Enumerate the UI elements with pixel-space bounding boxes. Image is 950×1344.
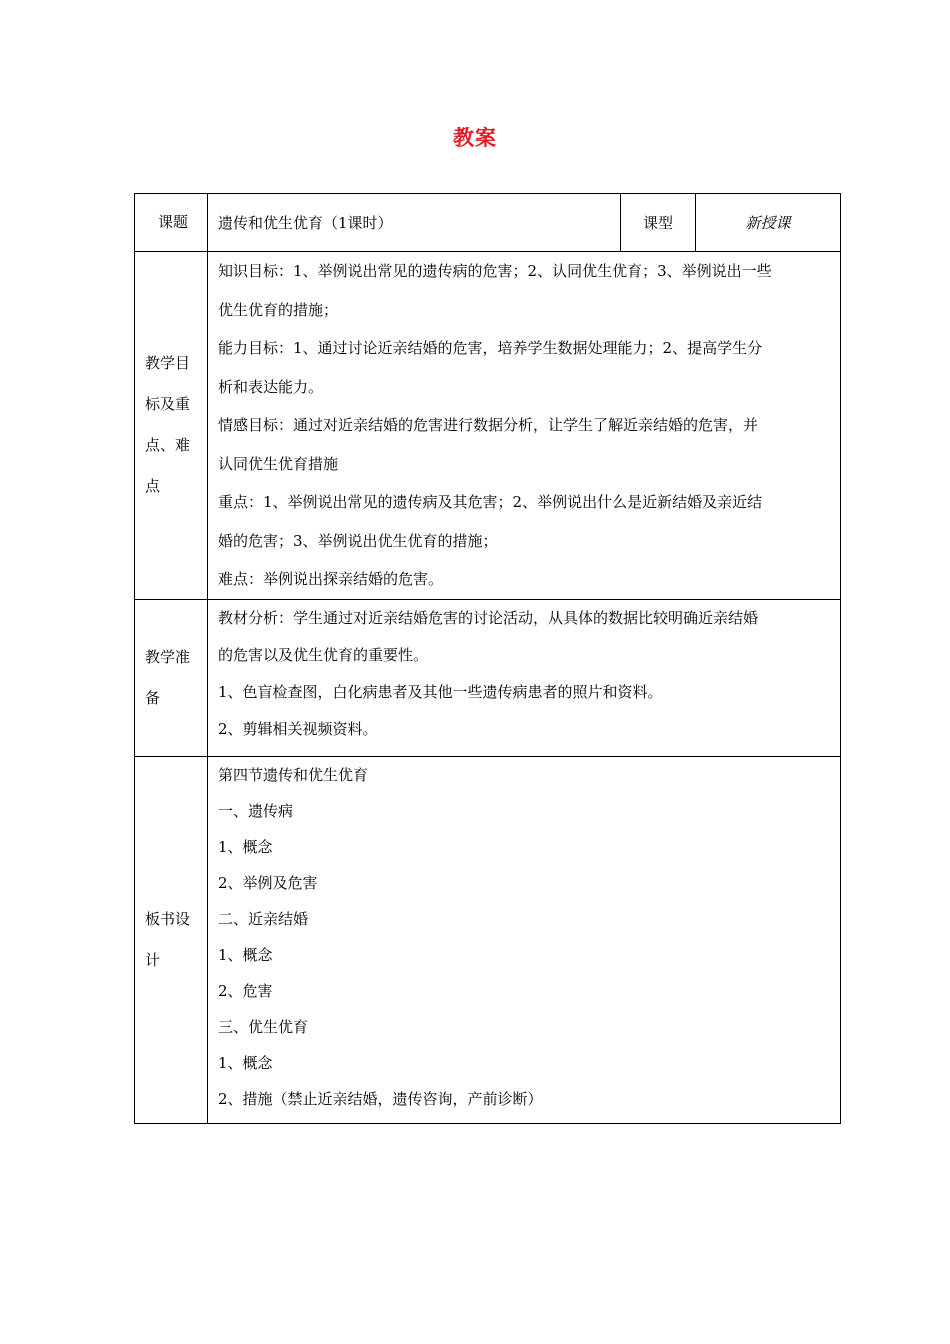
board-line: 三、优生优育	[218, 1017, 309, 1036]
goals-line: 情感目标：通过对近亲结婚的危害进行数据分析，让学生了解近亲结婚的危害，并	[218, 416, 759, 434]
board-label-line: 计	[145, 950, 161, 969]
page-title: 教案	[453, 125, 497, 150]
board-line: 2、举例及危害	[218, 873, 318, 892]
goals-row	[135, 252, 841, 600]
lesson-type-label: 课型	[621, 194, 696, 252]
goals-line: 优生优育的措施；	[218, 300, 339, 319]
goals-label-line: 标及重	[145, 395, 191, 414]
topic-row	[135, 194, 841, 252]
board-line: 1、概念	[218, 837, 273, 856]
lesson-plan-table	[134, 193, 841, 1124]
goals-label-line: 点	[145, 477, 161, 496]
prep-content	[208, 599, 841, 756]
prep-line: 2、剪辑相关视频资料。	[218, 719, 378, 738]
goals-label-line: 教学目	[145, 354, 191, 373]
goals-line: 重点：1、举例说出常见的遗传病及其危害；2、举例说出什么是近新结婚及亲近结	[218, 493, 763, 511]
goals-line: 难点：举例说出探亲结婚的危害。	[218, 570, 444, 588]
board-label-line: 板书设	[145, 909, 191, 928]
goals-line: 析和表达能力。	[218, 377, 324, 396]
goals-content	[208, 252, 841, 600]
topic-label: 课题	[135, 194, 208, 252]
board-line: 二、近亲结婚	[218, 909, 309, 928]
goals-line: 认同优生优育措施	[218, 454, 339, 473]
prep-row	[135, 599, 841, 756]
goals-label-line: 点、难	[145, 436, 191, 455]
board-line: 一、遗传病	[218, 801, 294, 820]
goals-line: 能力目标：1、通过讨论近亲结婚的危害，培养学生数据处理能力；2、提高学生分	[218, 339, 763, 357]
prep-line: 1、色盲检查图，白化病患者及其他一些遗传病患者的照片和资料。	[218, 682, 663, 701]
board-label	[135, 756, 208, 1123]
goals-line: 婚的危害；3、举例说出优生优育的措施；	[218, 531, 498, 550]
topic-value: 遗传和优生优育（1课时）	[208, 194, 621, 252]
prep-line: 的危害以及优生优育的重要性。	[218, 645, 429, 664]
prep-label	[135, 599, 208, 756]
board-line: 2、危害	[218, 981, 273, 1000]
board-line: 1、概念	[218, 1053, 273, 1072]
prep-label-line: 备	[145, 688, 161, 707]
board-content	[208, 756, 841, 1123]
board-row	[135, 756, 841, 1123]
goals-line: 知识目标：1、举例说出常见的遗传病的危害；2、认同优生优育；3、举例说出一些	[218, 262, 772, 280]
prep-line: 教材分析：学生通过对近亲结婚危害的讨论活动，从具体的数据比较明确近亲结婚	[218, 608, 759, 627]
goals-label	[135, 252, 208, 600]
prep-label-line: 教学准	[145, 647, 191, 666]
board-line: 1、概念	[218, 945, 273, 964]
board-line: 2、措施（禁止近亲结婚，遗传咨询，产前诊断）	[218, 1089, 543, 1108]
board-line: 第四节遗传和优生优育	[218, 765, 369, 784]
lesson-type-value: 新授课	[696, 194, 841, 252]
